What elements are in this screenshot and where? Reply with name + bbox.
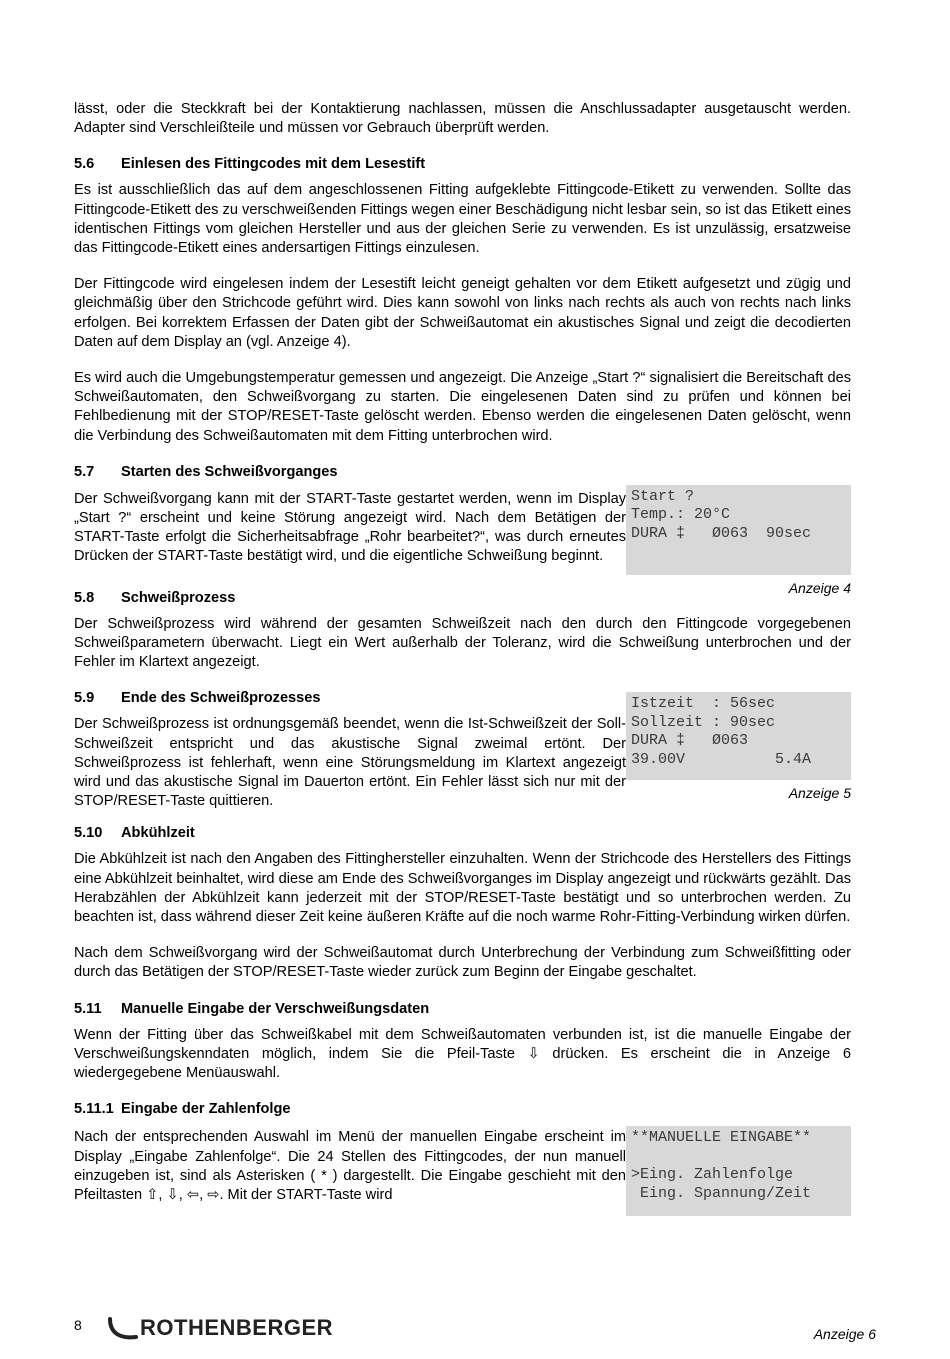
- display-line: Start ?: [631, 487, 695, 505]
- section-number: 5.11.1: [74, 1101, 114, 1118]
- lcd-display: [626, 1126, 851, 1216]
- section-heading-5-6: [74, 155, 851, 174]
- section-title: Manuelle Eingabe der Verschweißungsdaten: [121, 1000, 430, 1017]
- lcd-display: [626, 692, 851, 780]
- paragraph: Nach der entsprechenden Auswahl im Menü der manuellen Eingabe erscheint im Display „Eingabe Zahlenfolge“. Die 24 Stellen des Fittingcodes, der nun manuell einzugeben ist, sind als Asterisken ( * ) dargestellt. Die Eingabe geschieht mit den Pfeiltasten ⇧, ⇩, ⇦, ⇨. Mit der START-Taste wird: [74, 1129, 626, 1203]
- paragraph: Die Abkühlzeit ist nach den Angaben des Fittinghersteller einzuhalten. Wenn der Strichcode des Herstellers des Fittings eine Abkühlzeit beinhaltet, wird diese am Ende des Schweißvorganges im Display angezeigt und rückwärts gezählt. Das Herabzählen der Abkühlzeit kann jederzeit mit der STOP/RESET-Taste bestätigt und so unterbrochen werden. Zu beachten ist, dass während dieser Zeit keine äußeren Kräfte auf die noch warme Rohr-Fitting-Verbindung wirken dürfen.: [74, 851, 851, 926]
- rothenberger-logo: [106, 1315, 333, 1341]
- section-title: Ende des Schweißprozesses: [121, 690, 321, 707]
- display-line: 39.00V 5.4A: [631, 750, 812, 768]
- paragraph: Es wird auch die Umgebungstemperatur gemessen und angezeigt. Die Anzeige „Start ?“ signalisiert die Bereitschaft des Schweißautomaten, den Schweißvorgang zu starten. Die eingelesenen Daten sind zu prüfen und können bei Fehlbedienung mit der STOP/RESET-Taste gelöscht werden. Ebenso werden die eingelesenen Daten gelöscht, wenn die Verbindung des Schweißautomaten mit dem Fitting unterbrochen wird.: [74, 370, 851, 444]
- display-line: Sollzeit : 90sec: [631, 713, 776, 731]
- section-number: 5.11: [74, 1000, 102, 1017]
- figure-caption: Anzeige 4: [788, 579, 851, 596]
- display-line: Eing. Spannung/Zeit: [631, 1184, 812, 1202]
- figure-caption: Anzeige 6: [813, 1326, 876, 1342]
- display-line: [631, 1148, 846, 1166]
- page-footer: [74, 1315, 876, 1355]
- display-line: >Eing. Zahlenfolge: [631, 1166, 794, 1184]
- section-number: 5.9: [74, 690, 95, 707]
- display-line: DURA ‡ Ø063 90sec: [631, 524, 812, 542]
- section-heading-5-9: [74, 689, 626, 708]
- logo-swoosh-icon: [106, 1315, 140, 1341]
- section-row: [74, 485, 851, 597]
- paragraph: Wenn der Fitting über das Schweißkabel mit dem Schweißautomaten verbunden ist, ist die manuelle Eingabe der Verschweißungskenndaten möglich, indem Sie die Pfeil-Taste ⇩ drücken. Es erscheint die in Anzeige 6 wiedergegebene Menüauswahl.: [74, 1026, 851, 1082]
- paragraph: Nach dem Schweißvorgang wird der Schweißautomat durch Unterbrechung der Verbindung zum Schweißfitting oder durch das Betätigen der STOP/RESET-Taste wieder zurück zum Beginn der Eingabe geschaltet.: [74, 945, 851, 981]
- display-figure-5: [626, 692, 851, 802]
- section-number: 5.7: [74, 463, 95, 480]
- section-title: Starten des Schweißvorganges: [121, 463, 338, 480]
- figure-caption: Anzeige 5: [788, 785, 851, 802]
- section-heading-5-11: [74, 1000, 851, 1019]
- display-line: Istzeit : 56sec: [631, 695, 776, 713]
- paragraph: Der Schweißprozess ist ordnungsgemäß beendet, wenn die Ist-Schweißzeit der Soll-Schweißzeit entspricht und das akustische Signal zweimal ertönt. Der Schweißprozess ist fehlerhaft, wenn eine Störungsmeldung im Klartext angezeigt wird und das akustische Signal im Dauerton ertönt. Ein Fehler lässt sich nur mit der STOP/RESET-Taste quittieren.: [74, 716, 626, 810]
- display-line: **MANUELLE EINGABE**: [631, 1129, 812, 1147]
- display-line: DURA ‡ Ø063: [631, 732, 749, 750]
- section-number: 5.6: [74, 156, 95, 173]
- page-number: 8: [74, 1317, 82, 1333]
- paragraph: Der Fittingcode wird eingelesen indem der Lesestift leicht geneigt gehalten vor dem Etikett aufgesetzt und zügig und gleichmäßig über den Strichcode geführt wird. Dies kann sowohl von links nach rechts als auch von rechts nach links erfolgen. Bei korrektem Erfassen der Daten gibt der Schweißautomat ein akustisches Signal und zeigt die decodierten Daten auf dem Display an (vgl. Anzeige 4).: [74, 276, 851, 350]
- section-row: [74, 1126, 851, 1222]
- document-page: [74, 100, 851, 1222]
- section-title: Abkühlzeit: [121, 825, 195, 842]
- section-number: 5.10: [74, 825, 103, 842]
- section-title: Eingabe der Zahlenfolge: [121, 1101, 291, 1118]
- section-number: 5.8: [74, 589, 95, 606]
- paragraph: Es ist ausschließlich das auf dem angeschlossenen Fitting aufgeklebte Fittingcode-Etikett zu verwenden. Sollte das Fittingcode-Etikett des zu verschweißenden Fittings wegen einer Beschädigung nicht lesbar sein, so ist das Etikett eines identischen Fittings vom gleichen Hersteller und aus der gleichen Serie zu verwenden. Es ist unzulässig, ersatzweise das Fittingcode-Etikett eines andersartigen Fittings einzulesen.: [74, 182, 851, 257]
- lcd-display: [626, 485, 851, 575]
- display-line: Temp.: 20°C: [631, 506, 731, 524]
- paragraph: Der Schweißvorgang kann mit der START-Taste gestartet werden, wenn im Display „Start ?“ erscheint und keine Störung angezeigt wird. Nach dem Betätigen der START-Taste erfolgt die Sicherheitsabfrage „Rohr bearbeitet?“, was durch erneutes Drücken der START-Taste bestätigt wird, und die eigentliche Schweißung beginnt.: [74, 490, 626, 565]
- section-row: [74, 689, 851, 828]
- intro-paragraph: lässt, oder die Steckkraft bei der Kontaktierung nachlassen, müssen die Anschlussadapter ausgetauscht werden. Adapter sind Verschleißteile und müssen vor Gebrauch überprüft werden.: [74, 101, 851, 137]
- paragraph: Der Schweißprozess wird während der gesamten Schweißzeit nach den durch den Fittingcode vorgegebenen Schweißparametern überwacht. Liegt ein Wert außerhalb der Toleranz, wird die Schweißung unterbrochen und der Fehler im Klartext angezeigt.: [74, 615, 851, 671]
- section-heading-5-7: [74, 463, 851, 482]
- logo-wordmark: ROTHENBERGER: [140, 1315, 334, 1340]
- section-title: Einlesen des Fittingcodes mit dem Lesestift: [121, 156, 426, 173]
- section-heading-5-11-1: [74, 1100, 851, 1119]
- section-title: Schweißprozess: [121, 589, 236, 606]
- display-figure-6: [626, 1126, 851, 1216]
- display-figure-4: [626, 485, 851, 597]
